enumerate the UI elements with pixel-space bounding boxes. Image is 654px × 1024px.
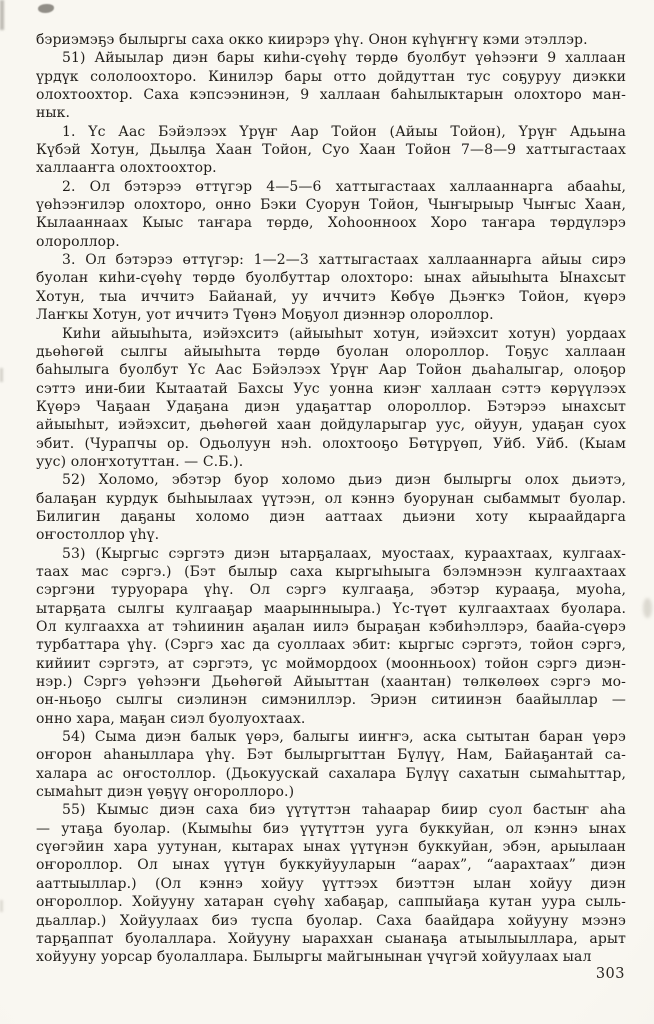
text-line: сымаһыт диэн үөҕүү оҥороллоро.) [36, 784, 295, 801]
text-line: үөһээҥилэр олохторо, онно Бэки Суорун Тойон, Чыҥырыыр Чыҥыс Хаан, [36, 197, 626, 214]
text-line: сүөгэйин хара уутунан, кытарах ынах үүтүнэн буккуйан, эбэн, арыылаан [36, 839, 626, 856]
text-line: онно хара, маҕан сиэл буолуохтаах. [36, 710, 306, 727]
text-line: халара ас оҥостоллор. (Дьокуускай сахалара Бүлүү сахатын сымаһыттар, [36, 765, 626, 782]
text-line: ытарҕата сылгы кулгааҕар маарынныыра.) Үс-түөт кулгаахтаах буолара. [36, 600, 626, 617]
paragraph [36, 471, 626, 544]
text-line: сэргэни туруорара үһү. Ол сэргэ кулгааҕа, эбэтэр курааҕа, муоһа, [36, 582, 626, 599]
text-line: 54) Сыма диэн балык үөрэ, балыгы ииҥҥэ, аска сытытан баран үөрэ [62, 729, 626, 746]
text-line: олохтоохтор. Саха кэпсээнинэн, 9 халлаан баһылыктарын олохторо ман- [36, 87, 626, 104]
text-line: Күөрэ Чаҕаан Удаҕана диэн удаҕаттар олороллор. Бэтэрээ ынахсыт [36, 398, 626, 415]
text-line: — утаҕа буолар. (Кымыһы биэ үүтүттэн ууга буккуйан, ол кэннэ ынах [36, 820, 626, 837]
text-line: Ол кулгаахха ат тэһиинин аҕалан иилэ быраҕан кэбиһэллэрэ, баайа-сүөрэ [36, 619, 626, 635]
text-line: Хотун, тыа иччитэ Байанай, уу иччитэ Көбүө Дьэҥкэ Тойон, күөрэ [36, 288, 626, 305]
text-line: 55) Кымыс диэн саха биэ үүтүттэн таһаарар биир суол бастыҥ аһа [62, 802, 626, 819]
text-line: Күбэй Хотун, Дьылҕа Хаан Тойон, Суо Хаан Тойон 7—8—9 хаттыгастаах [36, 142, 626, 159]
text-line: оҥорон аһаныллара үһү. Бэт былыргыттан Бүлүү, Нам, Байаҕантай са- [36, 747, 626, 764]
text-line: дьаллар.) Хойуулаах биэ туспа буолар. Саха баайдара хойууну мээнэ [36, 912, 626, 929]
text-line: кийиит сэргэтэ, ат сэргэтэ, үс моймордоох (моонньоох) тойон сэргэ диэн- [36, 655, 626, 672]
text-line: үрдүк сололоохторо. Кинилэр бары отто дойдуттан тус соҕуруу диэкки [36, 68, 626, 85]
text-line: олороллор. [36, 233, 120, 250]
text-line: ааттыыллар.) (Ол кэннэ хойуу үүттээх биэттэн ылан хойуу диэн [36, 875, 626, 892]
scan-artifact-edge [0, 368, 3, 382]
text-line: сэттэ ини-бии Кытаатай Бахсы Уус уонна киэҥ халлаан сэттэ көрүүлээх [36, 380, 626, 397]
paragraph [36, 728, 626, 801]
text-line: оҥороллор. Хойууну хатаран сүөһү хабаҕар, саппыйаҕа кутан уура сыль- [36, 894, 626, 911]
text-line: нэр.) Сэргэ үөһээҥи Дьөһөгөй Айыыттан (хаантан) төлкөлөөх сэргэ мо- [36, 674, 626, 691]
text-line: нык. [36, 105, 71, 122]
text-line: 51) Айыылар диэн бары киһи-сүөһү төрдө буолбут үөһээҥи 9 халлаан [62, 50, 626, 67]
paragraph [36, 325, 626, 472]
scan-artifact-smudge [0, 900, 3, 912]
page-number: 303 [595, 966, 625, 982]
paragraph [36, 49, 626, 122]
text-line: баһылыга буолбут Үс Аас Бэйэлээх Үрүҥ Аар Тойон дьаһалыгар, олоҕор [36, 362, 626, 379]
paragraph [36, 31, 626, 49]
text-line: буолан киһи-сүөһү төрдө буолбуттар олохторо: ынах айыыһыта Ынахсыт [36, 270, 626, 287]
text-line: 1. Үс Аас Бэйэлээх Үрүҥ Аар Тойон (Айыы Тойон), Үрүҥ Адьына [62, 123, 626, 140]
text-line: турбаттара үһү. (Сэргэ хас да суоллаах эбит: кыргыс сэргэтэ, тойон сэргэ, [36, 637, 626, 654]
text-line: таах мас сэргэ.) (Бэт былыр саха кыргыһыыга бэлэмнээн кулгаахтаах [36, 563, 626, 580]
text-line: 2. Ол бэтэрээ өттүгэр 4—5—6 хаттыгастаах халлааннарга абааһы, [62, 178, 626, 195]
text-line: 52) Холомо, эбэтэр буор холомо дьиэ диэн былыргы олох дьиэтэ, [62, 472, 626, 489]
text-line: Билигин даҕаны холомо диэн ааттаах дьиэни хоту кыраайдарга [36, 508, 626, 525]
scan-artifact-speck [38, 4, 54, 13]
text-line: балаҕан курдук быһыылаах үүтээн, ол кэннэ буорунан сыбаммыт буолар. [36, 490, 626, 507]
text-line: бэриэмэҕэ былыргы саха окко киирэрэ үһү. Онон күһүҥҥү кэми этэллэр. [36, 32, 588, 48]
text-line: халлааҥга олохтоохтор. [36, 160, 217, 177]
page-text-block [36, 31, 626, 967]
text-line: оҥостоллор үһү. [36, 527, 160, 544]
paragraph [36, 123, 626, 178]
text-line: он-ньоҕо сылгы сиэлинэн симэниллэр. Эриэн ситиинэн баайыллар — [36, 692, 626, 709]
text-line: эбит. (Чурапчы ор. Одьолуун нэһ. олохтооҕо Бөтүрүөп, Уйб. Уйб. (Кыам [36, 435, 626, 452]
text-line: 53) (Кыргыс сэргэтэ диэн ытарҕалаах, муостаах, кураахтаах, кулгаах- [62, 545, 626, 562]
text-line: хойууну уорсар буолаллара. Былыргы майгынынан үчүгэй хойуулаах ыал [36, 949, 592, 966]
text-line: дьөһөгөй сылгы айыыһыта төрдө буолан олороллор. Тоҕус халлаан [36, 343, 626, 360]
scan-artifact-edge [0, 0, 4, 30]
text-line: 3. Ол бэтэрээ өттүгэр: 1—2—3 хаттыгастаах халлааннарга айыы сирэ [62, 252, 626, 269]
paragraph [36, 251, 626, 324]
paragraph [36, 801, 626, 966]
paragraph [36, 178, 626, 251]
text-line: Лаҥкы Хотун, уот иччитэ Түөнэ Моҕуол диэннэр олороллор. [36, 307, 494, 324]
text-line: Киһи айыыһыта, иэйэхситэ (айыыһыт хотун, иэйэхсит хотун) уордаах [62, 325, 626, 342]
text-line: айыыһыт, иэйэхсит, дьөһөгөй хаан дойдуларыгар уус, ойуун, удаҕан суох [36, 417, 626, 434]
text-line: тарҕаппат буолаллара. Хойууну ыараххан сыанаҕа атыылыыллара, арыт [36, 930, 626, 947]
paragraph [36, 545, 626, 728]
scan-artifact-smudge [643, 598, 652, 618]
text-line: оҥороллор. Ол ынах үүтүн буккуйууларын “аарах”, “аарахтаах” диэн [36, 857, 626, 874]
text-line: Кылааннаах Кыыс таҥара төрдө, Хоһоонноох Хоро таҥара төрдүлэрэ [36, 215, 626, 232]
text-line: уус) олоҥхотуттан. — С.Б.). [36, 453, 244, 470]
